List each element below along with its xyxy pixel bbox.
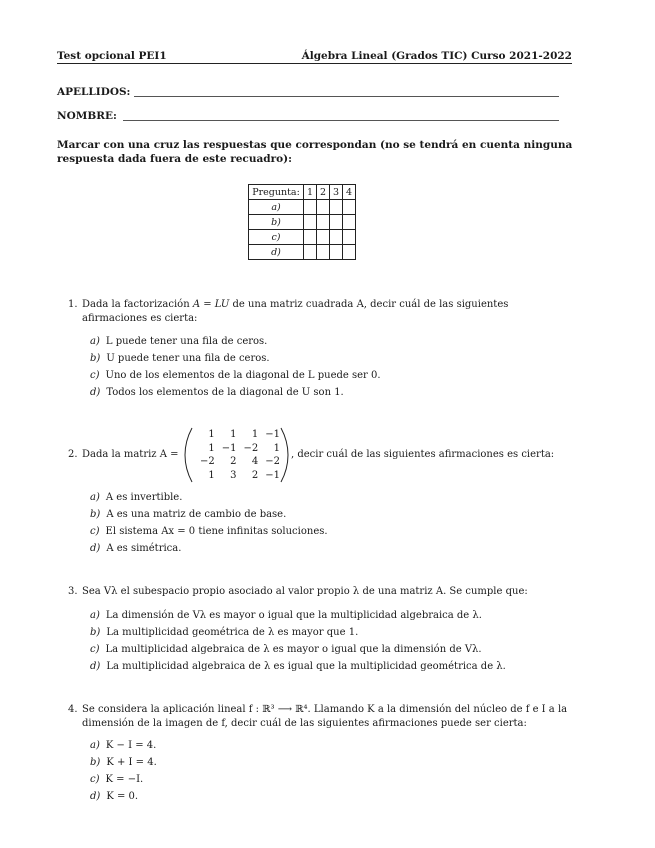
matrix-right-paren — [280, 427, 290, 483]
answer-cell[interactable] — [317, 200, 330, 215]
answer-cell[interactable] — [330, 215, 343, 230]
header-rule — [57, 63, 572, 64]
grid-header-label: Pregunta: — [249, 185, 304, 200]
question-4-number: 4. — [68, 704, 78, 715]
answer-cell[interactable] — [304, 215, 317, 230]
question-1-option-d: d) Todos los elementos de la diagonal de U son 1. — [90, 387, 344, 398]
question-3-option-a: a) La dimensión de Vλ es mayor o igual que la multiplicidad algebraica de λ. — [90, 610, 482, 621]
nombre-label: NOMBRE: — [57, 110, 117, 122]
grid-row-a — [249, 200, 356, 215]
grid-row-label: d) — [249, 245, 304, 260]
grid-row-d — [249, 245, 356, 260]
nombre-line[interactable] — [123, 120, 559, 121]
matrix-cells — [193, 428, 280, 482]
answer-cell[interactable] — [304, 230, 317, 245]
grid-col-4: 4 — [343, 185, 356, 200]
answer-cell[interactable] — [330, 230, 343, 245]
question-4-option-c: c) K = −I. — [90, 774, 144, 785]
answer-cell[interactable] — [317, 230, 330, 245]
grid-row-c — [249, 230, 356, 245]
matrix-left-paren — [183, 427, 193, 483]
answer-grid — [248, 184, 356, 260]
question-3-text: Sea Vλ el subespacio propio asociado al valor propio λ de una matriz A. Se cumple que: — [82, 586, 528, 597]
answer-cell[interactable] — [304, 200, 317, 215]
answer-cell[interactable] — [343, 230, 356, 245]
answer-cell[interactable] — [343, 245, 356, 260]
answer-cell[interactable] — [317, 245, 330, 260]
question-4-text: Se considera la aplicación lineal f : ℝ³ ⟶ ℝ⁴. Llamando K a la dimensión del núcleo de f e I a la dimensión de la imagen de f, decir cuál de las siguientes afirmaciones puede ser cierta: — [82, 704, 568, 729]
grid-col-3: 3 — [330, 185, 343, 200]
question-3-option-d: d) La multiplicidad algebraica de λ es igual que la multiplicidad geométrica de λ. — [90, 661, 506, 672]
apellidos-line[interactable] — [134, 96, 559, 97]
course-title: Álgebra Lineal (Grados TIC) Curso 2021-2022 — [301, 50, 572, 62]
question-4-option-b: b) K + I = 4. — [90, 757, 157, 768]
matrix-row: 1 3 2 −1 — [208, 469, 280, 481]
matrix-row: 1 1 1 −1 — [208, 429, 280, 440]
question-1-option-b: b) U puede tener una fila de ceros. — [90, 353, 270, 364]
question-3-option-c: c) La multiplicidad algebraica de λ es mayor o igual que la dimensión de Vλ. — [90, 644, 482, 655]
grid-col-2: 2 — [317, 185, 330, 200]
question-1-text-pre: Dada la factorización — [82, 299, 193, 310]
grid-row-b — [249, 215, 356, 230]
grid-row-label: a) — [249, 200, 304, 215]
answer-cell[interactable] — [343, 215, 356, 230]
instructions: Marcar con una cruz las respuestas que correspondan (no se tendrá en cuenta ninguna respuesta dada fuera de este recuadro): — [57, 139, 573, 165]
question-4-option-a: a) K − I = 4. — [90, 740, 157, 751]
question-1-math: A = LU — [192, 299, 230, 310]
grid-col-1: 1 — [304, 185, 317, 200]
question-2-option-d: d) A es simétrica. — [90, 543, 182, 554]
question-2-option-c: c) El sistema Ax = 0 tiene infinitas soluciones. — [90, 526, 328, 537]
course-code: Test opcional PEI1 — [57, 50, 167, 62]
answer-cell[interactable] — [343, 200, 356, 215]
apellidos-label: APELLIDOS: — [57, 86, 131, 98]
answer-cell[interactable] — [330, 245, 343, 260]
question-1-text-post: de una matriz cuadrada A, decir cuál de las siguientes afirmaciones es cierta: — [82, 299, 509, 324]
answer-grid-header — [249, 185, 356, 200]
question-1-option-c: c) Uno de los elementos de la diagonal de L puede ser 0. — [90, 370, 381, 381]
matrix-row: −2 2 4 −2 — [200, 456, 280, 467]
question-2-number: 2. — [68, 449, 78, 460]
question-2-text-post: , decir cuál de las siguientes afirmaciones es cierta: — [291, 449, 555, 460]
question-2-text-pre: Dada la matriz A = — [82, 449, 179, 460]
question-4-option-d: d) K = 0. — [90, 791, 139, 802]
question-1-number: 1. — [68, 299, 78, 310]
question-1-option-a: a) L puede tener una fila de ceros. — [90, 336, 268, 347]
question-2-option-b: b) A es una matriz de cambio de base. — [90, 509, 287, 520]
matrix-row: 1 −1 −2 1 — [208, 442, 280, 454]
question-3-option-b: b) La multiplicidad geométrica de λ es mayor que 1. — [90, 627, 359, 638]
grid-row-label: c) — [249, 230, 304, 245]
question-2-option-a: a) A es invertible. — [90, 492, 183, 503]
answer-cell[interactable] — [304, 245, 317, 260]
grid-row-label: b) — [249, 215, 304, 230]
question-1-text — [82, 298, 574, 326]
question-3-number: 3. — [68, 586, 78, 597]
answer-cell[interactable] — [330, 200, 343, 215]
answer-cell[interactable] — [317, 215, 330, 230]
matrix-a — [183, 427, 290, 483]
